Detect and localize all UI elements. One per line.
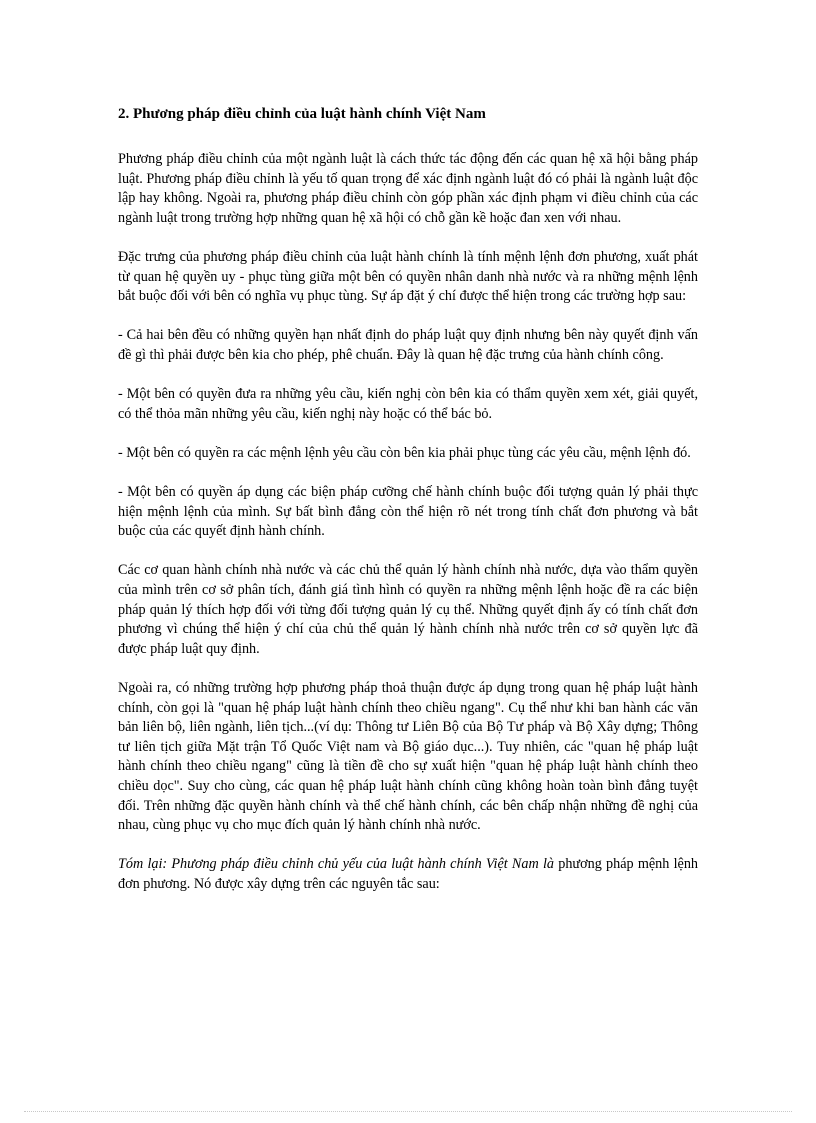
summary-italic-lead: Tóm lại: Phương pháp điều chỉnh chủ yếu của luật hành chính Việt Nam là bbox=[118, 856, 554, 873]
paragraph-case-order: - Một bên có quyền ra các mệnh lệnh yêu cầu còn bên kia phải phục tùng các yêu cầu, mệnh lệnh đó. bbox=[118, 444, 691, 461]
summary-rest: phương pháp mệnh lệnh đơn phương. Nó được xây dựng trên các nguyên tắc sau: bbox=[118, 856, 699, 892]
paragraph-case-enforcement: - Một bên có quyền áp dụng các biện pháp cưỡng chế hành chính buộc đối tượng quản lý phải thực hiện mệnh lệnh của mình. Sự bất bình đẳng còn thể hiện rõ nét trong tính chất đơn phương và bắt buộc của các quyết định hành chính. bbox=[118, 484, 698, 540]
document-page bbox=[118, 104, 698, 914]
paragraph-case-request: - Một bên có quyền đưa ra những yêu cầu, kiến nghị còn bên kia có thẩm quyền xem xét, giải quyết, có thể thỏa mãn những yêu cầu, kiến nghị này hoặc có thể bác bỏ. bbox=[118, 386, 698, 422]
paragraph-authorities: Các cơ quan hành chính nhà nước và các chủ thể quản lý hành chính nhà nước, dựa vào thẩm quyền của mình trên cơ sở phân tích, đánh giá tình hình có quyền ra những mệnh lệnh hoặc đề ra các biện pháp quản lý thích hợp đối với từng đối tượng quản lý cụ thể. Những quyết định ấy có tính chất đơn phương vì chúng thể hiện ý chí của chủ thể quản lý hành chính nhà nước trên cơ sở quyền lực đã được pháp luật quy định. bbox=[118, 562, 698, 657]
paragraph-case-approval: - Cả hai bên đều có những quyền hạn nhất định do pháp luật quy định nhưng bên này quyết định vấn đề gì thì phải được bên kia cho phép, phê chuẩn. Đây là quan hệ đặc trưng của hành chính công. bbox=[118, 327, 698, 363]
paragraph-summary bbox=[118, 855, 698, 894]
paragraph-characteristic: Đặc trưng của phương pháp điều chỉnh của luật hành chính là tính mệnh lệnh đơn phương, xuất phát từ quan hệ quyền uy - phục tùng giữa một bên có quyền nhân danh nhà nước và ra những mệnh lệnh bắt buộc đối với bên có nghĩa vụ phục tùng. Sự áp đặt ý chí được thể hiện trong các trường hợp sau: bbox=[118, 248, 698, 305]
paragraph-agreement-method: Ngoài ra, có những trường hợp phương pháp thoả thuận được áp dụng trong quan hệ pháp luật hành chính, còn gọi là "quan hệ pháp luật hành chính theo chiều ngang". Cụ thể như khi ban hành các văn bản liên bộ, liên ngành, liên tịch...(ví dụ: Thông tư Liên Bộ của Bộ Tư pháp và Bộ Xây dựng; Thông tư liên tịch giữa Mặt trận Tổ Quốc Việt nam và Bộ giáo dục...). Tuy nhiên, các "quan hệ pháp luật hành chính theo chiều ngang" cũng là tiền đề cho sự xuất hiện "quan hệ pháp luật hành chính theo chiều dọc". Suy cho cùng, các quan hệ pháp luật hành chính cũng không hoàn toàn bình đẳng tuyệt đối. Trên những đặc quyền hành chính và thể chế hành chính, các bên chấp nhận những đề nghị của nhau, cùng phục vụ cho mục đích quản lý hành chính nhà nước. bbox=[118, 680, 698, 834]
page-bottom-border bbox=[24, 1111, 792, 1112]
section-heading: 2. Phương pháp điều chỉnh của luật hành chính Việt Nam bbox=[118, 106, 486, 122]
paragraph-definition: Phương pháp điều chỉnh của một ngành luật là cách thức tác động đến các quan hệ xã hội bằng pháp luật. Phương pháp điều chỉnh là yếu tố quan trọng để xác định ngành luật đó có phải là ngành luật độc lập hay không. Ngoài ra, phương pháp điều chỉnh còn góp phần xác định phạm vi điều chỉnh của các ngành luật trong trường hợp những quan hệ xã hội có chỗ gần kề hoặc đan xen với nhau. bbox=[118, 151, 698, 226]
